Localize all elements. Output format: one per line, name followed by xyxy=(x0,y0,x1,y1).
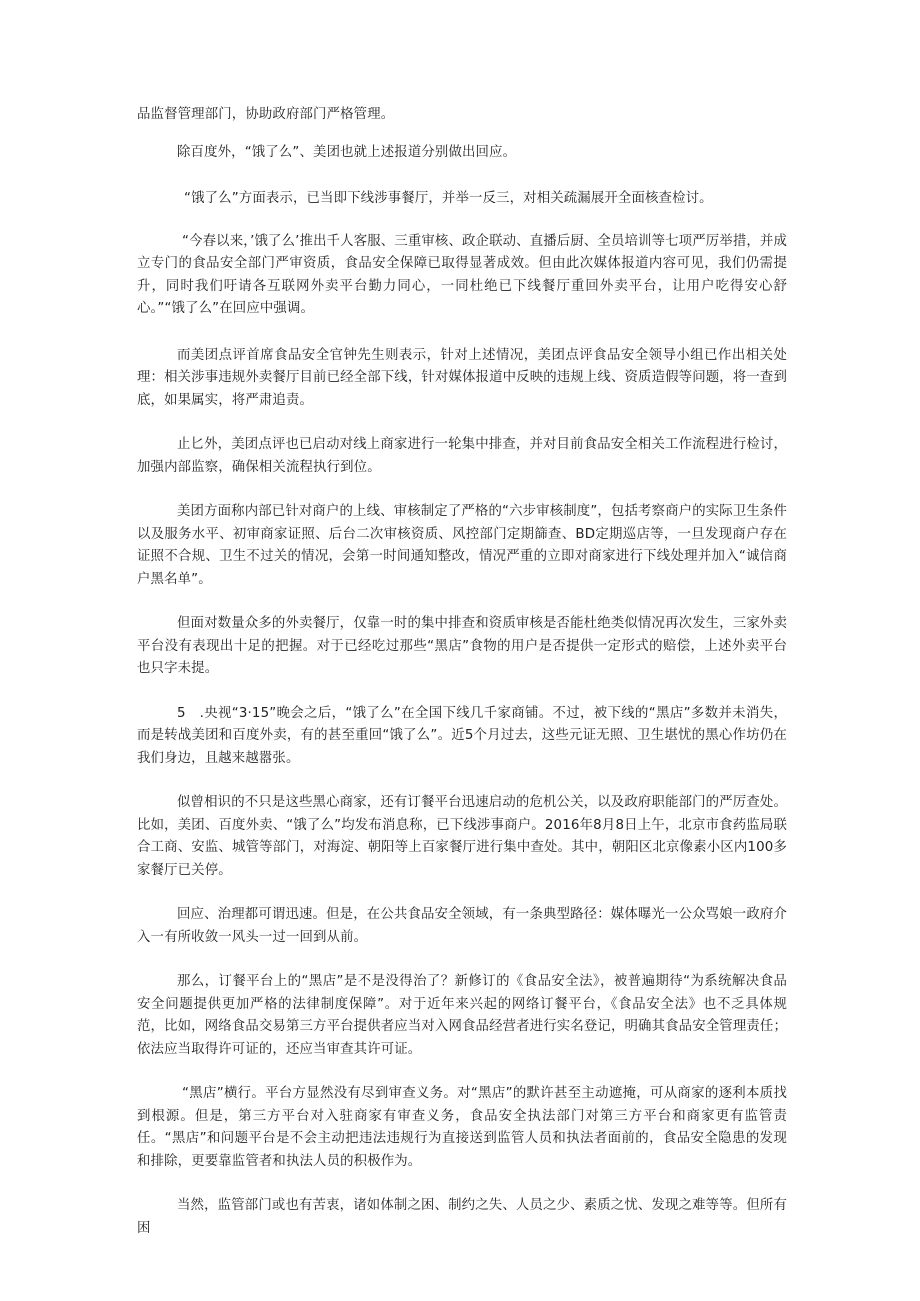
paragraph-12: 那么，订餐平台上的“黑店”是不是没得治了？新修订的《食品安全法》，被普遍期待“为系统解决食品安全问题提供更加严格的法律制度保障”。对于近年来兴起的网络订餐平台，《食品安全法》也不乏具体规范，比如，网络食品交易第三方平台提供者应当对入网食品经营者进行实名登记，明确其食品安全管理责任；依法应当取得许可证的，还应当审查其许可证。 xyxy=(137,974,787,1057)
paragraph-14: 当然，监管部门或也有苦衷，诸如体制之困、制约之失、人员之少、素质之忧、发现之难等等。但所有困 xyxy=(137,1198,787,1236)
paragraph-6: 止匕外，美团点评也已启动对线上商家进行一轮集中排查，并对目前食品安全相关工作流程进行检讨，加强内部监察，确保相关流程执行到位。 xyxy=(137,437,787,475)
paragraph-9: 5 .央视“3·15”晚会之后，“饿了么”在全国下线几千家商铺。不过，被下线的“黑店”多数并未消失，而是转战美团和百度外卖，有的甚至重回“饿了么”。近5个月过去，这些元证无照、卫生堪忧的黑心作坊仍在我们身边，且越来越嚣张。 xyxy=(137,705,787,766)
document-page xyxy=(137,100,787,1240)
paragraph-7: 美团方面称内部已针对商户的上线、审核制定了严格的“六步审核制度”，包括考察商户的实际卫生条件以及服务水平、初审商家证照、后台二次审核资质、风控部门定期篩查、BD定期巡店等，一旦发现商户存在证照不合规、卫生不过关的情况，会第一时间通知整改，情况严重的立即对商家进行下线处理并加入“诚信商户黑名单”。 xyxy=(137,504,787,587)
paragraph-2: 除百度外，“饿了么”、美团也就上述报道分别做出回应。 xyxy=(177,144,517,160)
paragraph-10: 似曾相识的不只是这些黑心商家，还有订餐平台迅速启动的危机公关，以及政府职能部门的严厉查处。比如，美团、百度外卖、“饿了么”均发布消息称，已下线涉事商户。2016年8月8日上午，北京市食药监局联合工商、安监、城管等部门，对海淀、朝阳等上百家餐厅进行集中查处。其中，朝阳区北京像素小区内100多家餐厅已关停。 xyxy=(137,795,787,878)
paragraph-3: “饿了么”方面表示，已当即下线涉事餐厅，并举一反三，对相关疏漏展开全面核查检讨。 xyxy=(184,191,713,206)
paragraph-13: “黑店”横行。平台方显然没有尽到审查义务。对“黑店”的默许甚至主动遮掩，可从商家的逐利本质找到根源。但是，第三方平台对入驻商家有审查义务，食品安全执法部门对第三方平台和商家更有监管责任。“黑店”和问题平台是不会主动把违法违规行为直接送到监管人员和执法者面前的，食品安全隐患的发现和排除，更要靠监管者和执法人员的积极作为。 xyxy=(137,1086,787,1169)
paragraph-11: 回应、治理都可谓迅速。但是，在公共食品安全领域，有一条典型路径：媒体曝光一公众骂娘一政府介入一有所收敛一风头一过一回到从前。 xyxy=(137,907,787,945)
paragraph-8: 但面对数量众多的外卖餐厅，仅靠一时的集中排查和资质审核是否能杜绝类似情况再次发生，三家外卖平台没有表现出十足的把握。对于已经吃过那些“黑店”食物的用户是否提供一定形式的赔偿，上述外卖平台也只字未提。 xyxy=(137,616,787,676)
paragraph-5: 而美团点评首席食品安全官钟先生则表示，针对上述情况，美团点评食品安全领导小组已作出相关处理：相关涉事违规外卖餐厅目前已经全部下线，针对媒体报道中反映的违规上线、资质造假等问题，将一查到底，如果属实，将严肃追责。 xyxy=(137,347,787,408)
paragraph-1: 品监督管理部门，协助政府部门严格管理。 xyxy=(137,107,395,122)
paragraph-4: “今春以来，’饿了么’推出千人客服、三重审核、政企联动、直播后厨、全员培训等七项严厉举措，并成立专门的食品安全部门严审资质，食品安全保障已取得显著成效。但由此次媒体报道内容可见，我们仍需提升，同时我们吁请各互联网外卖平台勤力同心，一同杜绝已下线餐厅重回外卖平台，让用户吃得安心舒心。”“饿了么”在回应中强调。 xyxy=(137,233,787,316)
